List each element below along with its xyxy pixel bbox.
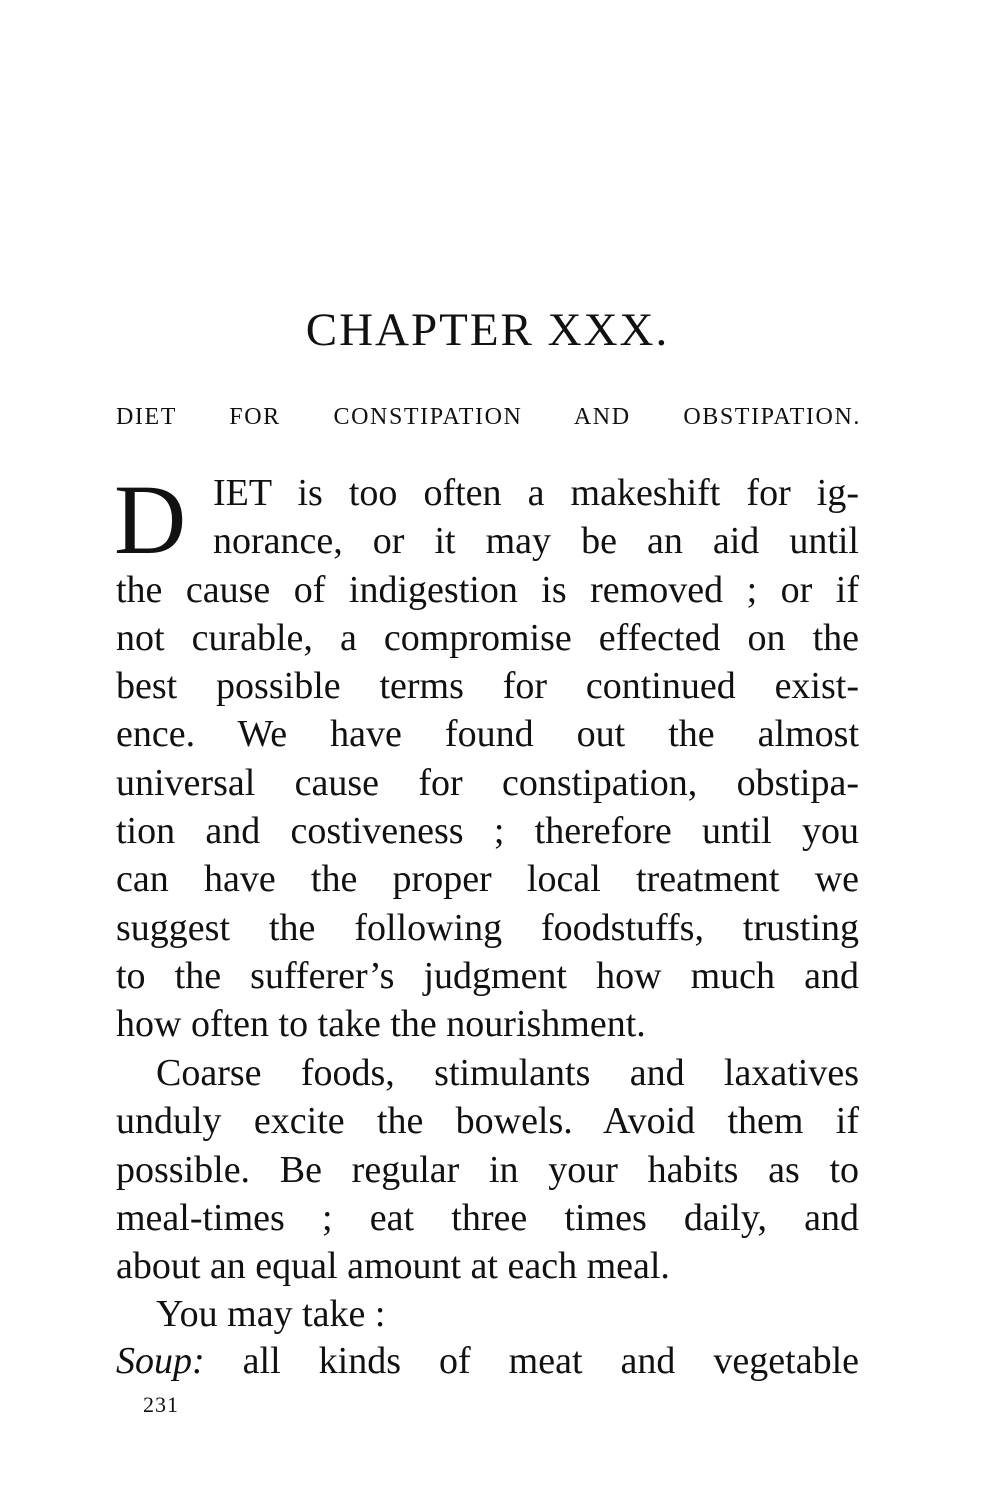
soup-label: Soup: <box>116 1340 205 1382</box>
paragraph-line: universal cause for constipation, obstipa- <box>116 761 859 804</box>
paragraph-line: tion and costiveness ; therefore until you <box>116 810 859 853</box>
paragraph-2 <box>116 1049 859 1290</box>
paragraph-line: can have the proper local treatment we <box>116 858 859 901</box>
paragraph-line: norance, or it may be an aid until <box>213 520 859 563</box>
paragraph-line: unduly excite the bowels. Avoid them if <box>116 1100 859 1143</box>
paragraph-4 <box>116 1337 859 1385</box>
paragraph-line: the cause of indigestion is removed ; or if <box>116 568 859 611</box>
paragraph-line: not curable, a compromise effected on the <box>116 616 859 659</box>
drop-cap: D <box>114 464 187 575</box>
paragraph-line: meal-times ; eat three times daily, and <box>116 1196 859 1239</box>
paragraph-3 <box>116 1290 859 1338</box>
paragraph-1 <box>114 464 859 1049</box>
paragraph-line: suggest the following foodstuffs, trusting <box>116 906 859 949</box>
soup-text: all kinds of meat and vegetable <box>242 1340 859 1382</box>
paragraph-line: Coarse foods, stimulants and laxatives <box>156 1052 859 1094</box>
paragraph-line: about an equal amount at each meal. <box>116 1245 670 1288</box>
paragraph-line: best possible terms for continued exist- <box>116 665 859 708</box>
paragraph-line: ence. We have found out the almost <box>116 713 859 756</box>
paragraph-line: to the sufferer’s judgment how much and <box>116 954 859 997</box>
chapter-title: CHAPTER XXX. <box>305 304 670 356</box>
paragraph-line: You may take : <box>156 1293 386 1335</box>
paragraph-line: how often to take the nourishment. <box>116 1003 646 1046</box>
page-number: 231 <box>143 1392 179 1417</box>
paragraph-line <box>116 1337 859 1385</box>
chapter-subtitle: DIET FOR CONSTIPATION AND OBSTIPATION. <box>116 404 861 430</box>
paragraph-line: IET is too often a makeshift for ig- <box>213 472 859 514</box>
paragraph-line: possible. Be regular in your habits as to <box>116 1148 859 1191</box>
